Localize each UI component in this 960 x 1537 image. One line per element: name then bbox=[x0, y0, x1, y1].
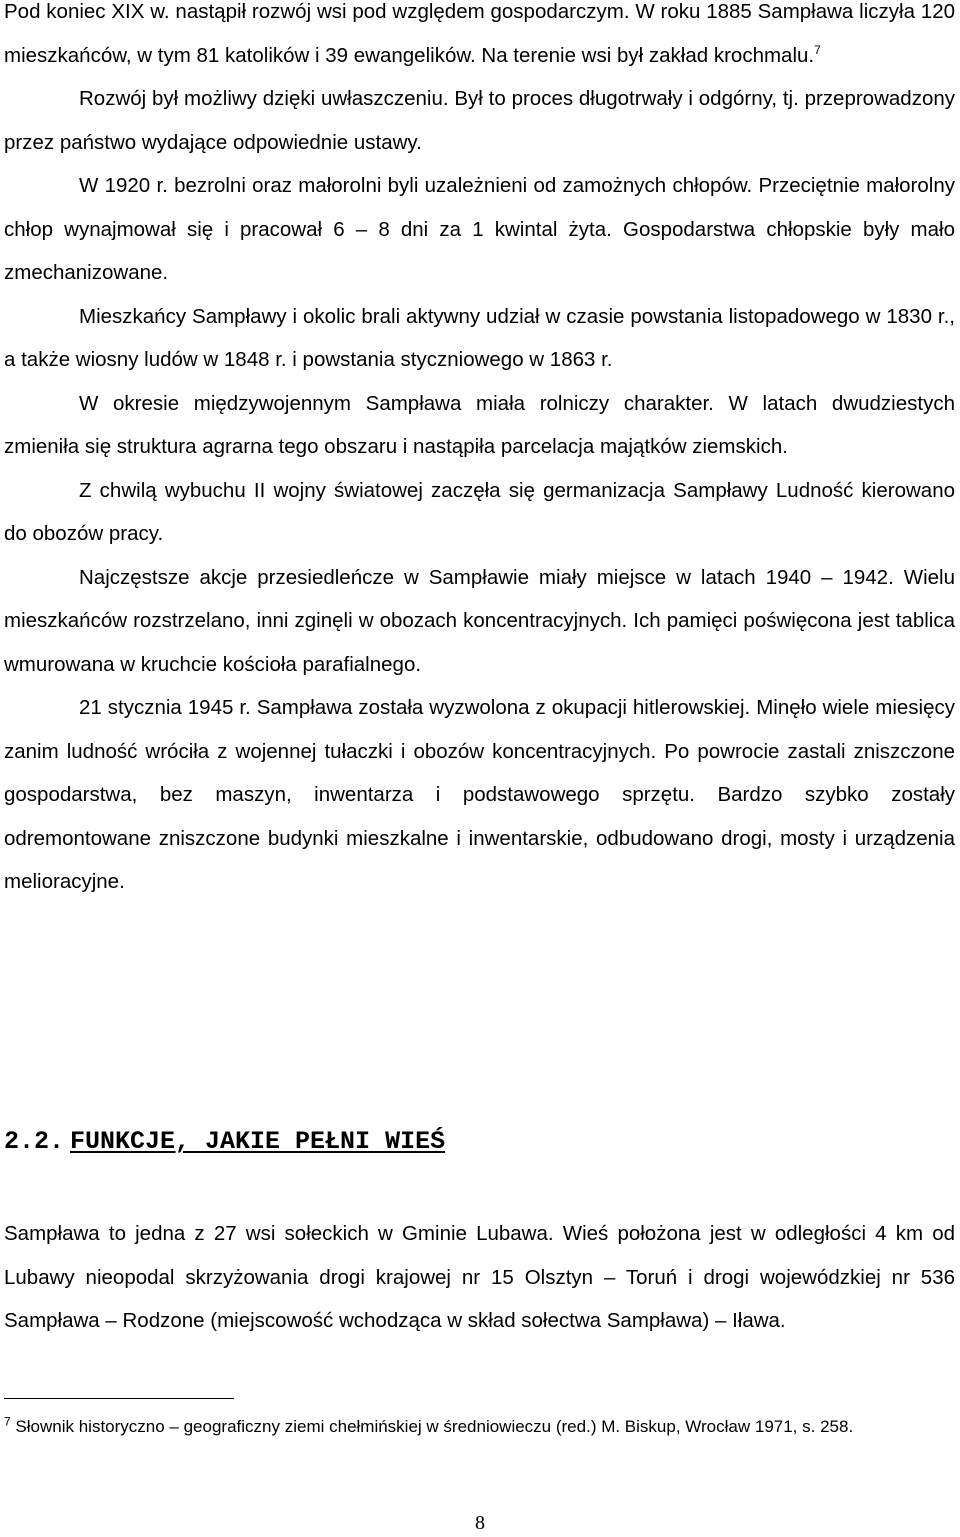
footnote-mark: 7 bbox=[4, 1414, 11, 1429]
section-paragraph-1: Sampława to jedna z 27 wsi sołeckich w Gminie Lubawa. Wieś położona jest w odległości 4 km od Lubawy nieopodal skrzyżowania drogi krajowej nr 15 Olsztyn – Toruń i drogi wojewódzkiej nr 536 Sampława – Rodzone (miejscowość wchodząca w skład sołectwa Sampława) – Iława. bbox=[4, 1222, 955, 1332]
body-text-section bbox=[4, 1212, 955, 1343]
paragraph-1 bbox=[4, 0, 955, 77]
paragraph-5: W okresie międzywojennym Sampława miała rolniczy charakter. W latach dwudziestych zmieniła się struktura agrarna tego obszaru i nastąpiła parcelacja majątków ziemskich. bbox=[4, 391, 955, 458]
section-title: FUNKCJE, JAKIE PEŁNI WIEŚ bbox=[70, 1127, 446, 1156]
paragraph-8: 21 stycznia 1945 r. Sampława została wyzwolona z okupacji hitlerowskiej. Minęło wiele miesięcy zanim ludność wróciła z wojennej tułaczki i obozów koncentracyjnych. Po powrocie zastali zniszczone gospodarstwa, bez maszyn, inwentarza i podstawowego sprzętu. Bardzo szybko zostały odremontowane zniszczone budynki mieszkalne i inwentarskie, odbudowano drogi, mosty i urządzenia melioracyjne. bbox=[4, 696, 955, 893]
paragraph-7: Najczęstsze akcje przesiedleńcze w Sampławie miały miejsce w latach 1940 – 1942. Wielu mieszkańców rozstrzelano, inni zginęli w obozach koncentracyjnych. Ich pamięci poświęcona jest tablica wmurowana w kruchcie kościoła parafialnego. bbox=[4, 565, 955, 676]
paragraph-4: Mieszkańcy Sampławy i okolic brali aktywny udział w czasie powstania listopadowego w 1830 r., a także wiosny ludów w 1848 r. i powstania styczniowego w 1863 r. bbox=[4, 304, 955, 371]
page-number: 8 bbox=[475, 1512, 485, 1534]
paragraph-2: Rozwój był możliwy dzięki uwłaszczeniu. Był to proces długotrwały i odgórny, tj. przeprowadzony przez państwo wydające odpowiednie ustawy. bbox=[4, 87, 955, 154]
paragraph-6: Z chwilą wybuchu II wojny światowej zaczęła się germanizacja Sampławy Ludność kierowano do obozów pracy. bbox=[4, 478, 955, 545]
footnote bbox=[4, 1414, 955, 1439]
section-heading bbox=[4, 1122, 445, 1162]
section-number: 2.2. bbox=[4, 1127, 65, 1156]
paragraph-1-text: Pod koniec XIX w. nastąpił rozwój wsi pod względem gospodarczym. W roku 1885 Sampława liczyła 120 mieszkańców, w tym 81 katolików i 39 ewangelików. Na terenie wsi był zakład krochmalu. bbox=[4, 0, 955, 67]
footnote-reference[interactable]: 7 bbox=[814, 42, 821, 57]
footnote-text: Słownik historyczno – geograficzny ziemi chełmińskiej w średniowieczu (red.) M. Biskup, Wrocław 1971, s. 258. bbox=[15, 1417, 854, 1436]
body-text-top bbox=[4, 0, 955, 904]
paragraph-3: W 1920 r. bezrolni oraz małorolni byli uzależnieni od zamożnych chłopów. Przeciętnie małorolny chłop wynajmował się i pracował 6 – 8 dni za 1 kwintal żyta. Gospodarstwa chłopskie były mało zmechanizowane. bbox=[4, 174, 955, 284]
footnote-separator bbox=[4, 1398, 234, 1399]
